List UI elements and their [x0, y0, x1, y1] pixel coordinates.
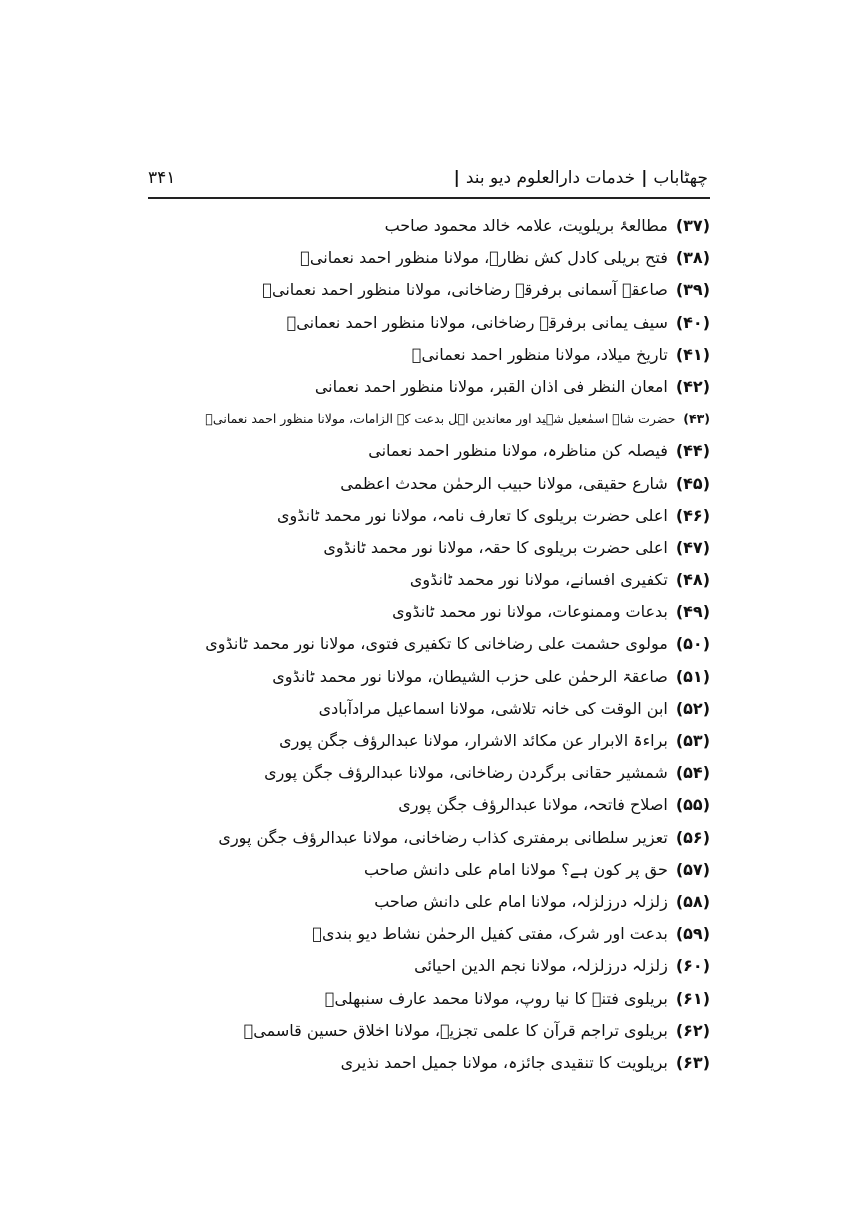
list-item [200, 1047, 710, 1079]
entry-number: (۵۷) [675, 859, 710, 879]
entry-number: (۵۹) [675, 924, 710, 944]
entry-number: (۶۲) [675, 1020, 710, 1040]
list-item [200, 242, 710, 274]
list-item [200, 435, 710, 467]
entry-number: (۴۹) [675, 602, 710, 622]
list-item [200, 339, 710, 371]
header-separator: | [641, 168, 648, 188]
entry-text: تاریخ میلاد، مولانا منظور احمد نعمانیؒ [411, 344, 668, 364]
page-header [148, 160, 708, 196]
list-item [200, 693, 710, 725]
list-item [200, 500, 710, 532]
entry-number: (۵۳) [675, 731, 710, 750]
list-item [200, 468, 710, 500]
header-rule [148, 197, 710, 199]
entry-number: (۵۴) [675, 763, 710, 783]
entry-number: (۵۰) [675, 634, 710, 654]
entry-text: مولوی حشمت علی رضاخانی کا تکفیری فتوی، مولانا نور محمد ٹانڈوی [205, 634, 668, 654]
list-item [200, 918, 710, 950]
chapter-title: چھٹاباب [653, 168, 708, 188]
section-title: خدمات دارالعلوم دیو بند [465, 168, 636, 188]
entry-number: (۴۱) [675, 344, 710, 364]
entry-number: (۴۳) [683, 411, 710, 427]
list-item [200, 950, 710, 982]
list-item [200, 757, 710, 789]
list-item [200, 564, 710, 596]
entry-number: (۵۵) [675, 795, 710, 815]
list-item [200, 789, 710, 821]
entry-text: بریلوی تراجم قرآن کا علمی تجزیہ، مولانا اخلاق حسین قاسمیؒ [243, 1020, 668, 1040]
list-item [200, 274, 710, 306]
entry-text: امعان النظر فی اذان القبر، مولانا منظور احمد نعمانی [314, 376, 668, 396]
entry-number: (۴۲) [675, 376, 710, 396]
entry-text: اصلاح فاتحہ، مولانا عبدالرؤف جگن پوری [398, 795, 668, 815]
entry-number: (۳۹) [675, 280, 710, 300]
entry-text: فتح بریلی کادل کش نظارہ، مولانا منظور احمد نعمانیؒ [300, 248, 668, 268]
entry-text: صاعقۃ الرحمٰن علی حزب الشیطان، مولانا نور محمد ٹانڈوی [272, 666, 668, 686]
entry-number: (۴۷) [675, 537, 710, 557]
entry-text: حضرت شاہ اسمٰعیل شہید اور معاندین اہل بدعت کے الزامات، مولانا منظور احمد نعمانیؒ [205, 411, 676, 427]
entry-number: (۵۶) [675, 827, 710, 847]
list-item [200, 886, 710, 918]
list-item [200, 1015, 710, 1047]
entry-text: بریلویت کا تنقیدی جائزہ، مولانا جمیل احمد نذیری [340, 1052, 668, 1072]
list-item [200, 854, 710, 886]
entry-number: (۳۷) [675, 216, 710, 235]
entry-number: (۶۱) [675, 988, 710, 1008]
entry-number: (۴۵) [675, 473, 710, 493]
page-number: ۳۴۱ [148, 168, 176, 188]
list-item [200, 371, 710, 403]
list-item [200, 532, 710, 564]
entry-text: تعزیر سلطانی برمفتری کذاب رضاخانی، مولانا عبدالرؤف جگن پوری [218, 827, 668, 847]
entry-number: (۴۰) [675, 312, 710, 332]
list-item [200, 983, 710, 1015]
entry-text: بریلوی فتنے کا نیا روپ، مولانا محمد عارف سنبھلیؒ [324, 988, 668, 1008]
entry-number: (۵۸) [675, 891, 710, 911]
entry-text: تکفیری افسانے، مولانا نور محمد ٹانڈوی [409, 570, 668, 590]
entry-text: بدعات وممنوعات، مولانا نور محمد ٹانڈوی [392, 602, 668, 622]
entry-text: زلزلہ درزلزلہ، مولانا امام علی دانش صاحب [374, 891, 668, 911]
entry-text: شارع حقیقی، مولانا حبیب الرحمٰن محدث اعظمی [340, 473, 668, 493]
list-item [200, 210, 710, 242]
list-item [200, 822, 710, 854]
entry-number: (۵۱) [675, 666, 710, 686]
list-item [200, 661, 710, 693]
entry-text: مطالعۂ بریلویت، علامہ خالد محمود صاحب [384, 216, 668, 235]
entry-text: اعلی حضرت بریلوی کا تعارف نامہ، مولانا نور محمد ٹانڈوی [276, 505, 668, 525]
list-item [200, 596, 710, 628]
entry-text: زلزلہ درزلزلہ، مولانا نجم الدین احیائی [414, 956, 668, 976]
entry-number: (۶۰) [675, 956, 710, 976]
entry-text: بدعت اور شرک، مفتی کفیل الرحمٰن نشاط دیو بندیؒ [312, 924, 668, 944]
header-separator-2: | [453, 168, 460, 188]
entry-text: حق پر کون ہے؟ مولانا امام علی دانش صاحب [364, 859, 668, 879]
entry-text: براءۃ الابرار عن مکائد الاشرار، مولانا عبدالرؤف جگن پوری [279, 731, 668, 750]
entry-number: (۴۸) [675, 570, 710, 590]
entry-number: (۴۶) [675, 505, 710, 525]
bibliography-list [200, 210, 710, 1079]
entry-text: سیف یمانی برفرقۂ رضاخانی، مولانا منظور احمد نعمانیؒ [286, 312, 668, 332]
list-item [200, 307, 710, 339]
list-item [200, 628, 710, 660]
entry-text: صاعقۂ آسمانی برفرقۂ رضاخانی، مولانا منظور احمد نعمانیؒ [262, 280, 668, 300]
list-item [200, 403, 710, 435]
entry-number: (۶۳) [675, 1052, 710, 1072]
entry-number: (۵۲) [675, 698, 710, 718]
entry-number: (۴۴) [675, 441, 710, 461]
entry-text: ابن الوقت کی خانہ تلاشی، مولانا اسماعیل مرادآبادی [318, 698, 668, 718]
list-item [200, 725, 710, 757]
entry-text: اعلی حضرت بریلوی کا حقہ، مولانا نور محمد ٹانڈوی [323, 537, 668, 557]
entry-text: شمشیر حقانی برگردن رضاخانی، مولانا عبدالرؤف جگن پوری [264, 763, 668, 783]
entry-number: (۳۸) [675, 248, 710, 268]
entry-text: فیصلہ کن مناظرہ، مولانا منظور احمد نعمانی [368, 441, 668, 461]
